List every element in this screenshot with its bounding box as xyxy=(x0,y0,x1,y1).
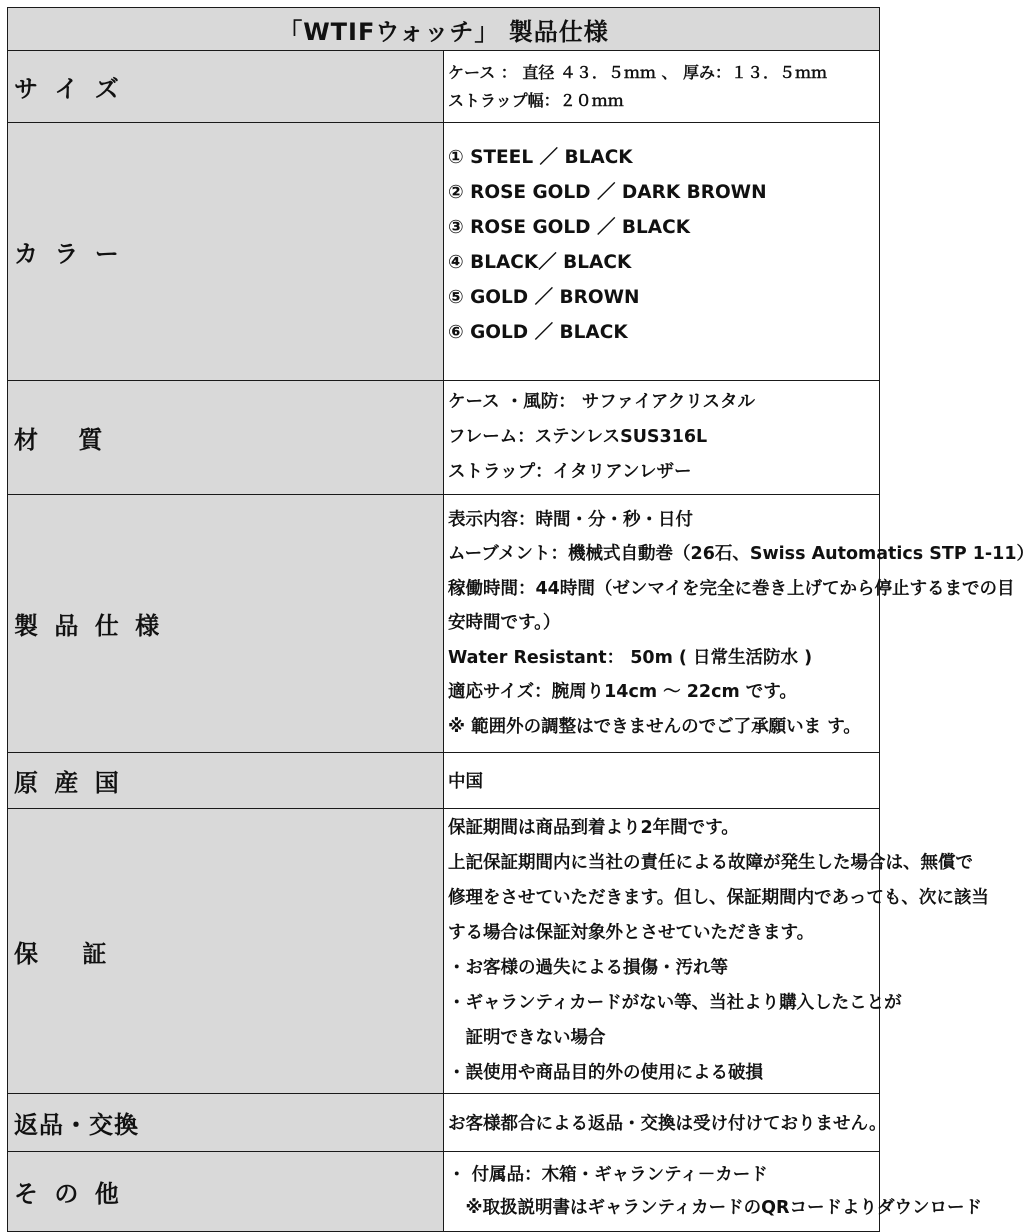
value-returns xyxy=(444,1094,887,1152)
row-material xyxy=(8,381,880,495)
size-line: ケース ： 直径 ４３．５ｍｍ 、 厚み：１３．５ｍｍ xyxy=(448,62,828,82)
returns-line: お客様都合による返品・交換は受け付けておりません。 xyxy=(448,1114,887,1134)
spec-line: 稼働時間：44時間（ゼンマイを完全に巻き上げてから停止するまでの目 xyxy=(448,578,1015,599)
label-other: そ の 他 xyxy=(8,1152,444,1232)
warranty-line: ・誤使用や商品目的外の使用による破損 xyxy=(448,1063,763,1083)
label-size: サ イ ズ xyxy=(8,51,444,123)
label-origin: 原 産 国 xyxy=(8,753,444,809)
value-origin xyxy=(444,753,880,809)
warranty-line: 証明できない場合 xyxy=(448,1028,606,1048)
warranty-line: 保証期間は商品到着より2年間です。 xyxy=(448,818,739,838)
label-returns: 返品・交換 xyxy=(8,1094,444,1152)
value-spec xyxy=(444,495,1034,753)
page-title: 「WTIFウォッチ」 製品仕様 xyxy=(8,8,880,51)
title-row xyxy=(8,8,880,51)
color-option: ③ ROSE GOLD ／ BLACK xyxy=(448,216,691,238)
warranty-line: ・ギャランティカードがない等、当社より購入したことが xyxy=(448,993,902,1013)
warranty-line: ・お客様の過失による損傷・汚れ等 xyxy=(448,958,728,978)
label-material: 材 質 xyxy=(8,381,444,495)
material-line: ケース ・風防： サファイアクリスタル xyxy=(448,392,756,412)
other-line: ・ 付属品：木箱・ギャランティ－カード xyxy=(448,1164,768,1185)
spec-table xyxy=(7,7,1034,1232)
value-size xyxy=(444,51,880,123)
spec-line: 表示内容：時間・分・秒・日付 xyxy=(448,509,693,530)
material-line: ストラップ：イタリアンレザー xyxy=(448,462,692,482)
value-color xyxy=(444,123,880,381)
value-warranty xyxy=(444,809,989,1094)
value-other xyxy=(444,1152,982,1232)
color-option: ⑥ GOLD ／ BLACK xyxy=(448,321,628,343)
label-color: カ ラ ー xyxy=(8,123,444,381)
label-warranty: 保 証 xyxy=(8,809,444,1094)
spec-line: ※ 範囲外の調整はできませんのでご了承願いま す。 xyxy=(448,716,861,737)
row-warranty xyxy=(8,809,880,1094)
spec-line: 適応サイズ：腕周り14cm ～ 22cm です。 xyxy=(448,682,797,703)
size-line: ストラップ幅：２０ｍｍ xyxy=(448,90,624,110)
spec-line: ムーブメント：機械式自動巻（26石、Swiss Automatics STP 1-11） xyxy=(448,544,1034,565)
spec-sheet xyxy=(7,7,1034,1232)
color-option: ⑤ GOLD ／ BROWN xyxy=(448,286,640,308)
warranty-line: する場合は保証対象外とさせていただきます。 xyxy=(448,923,815,943)
material-line: フレーム：ステンレスSUS316L xyxy=(448,427,708,447)
spec-line: 安時間です。） xyxy=(448,613,561,634)
warranty-line: 修理をさせていただきます。但し、保証期間内であっても、次に該当 xyxy=(448,888,989,908)
row-returns xyxy=(8,1094,880,1152)
color-option: ② ROSE GOLD ／ DARK BROWN xyxy=(448,181,767,203)
row-color xyxy=(8,123,880,381)
warranty-line: 上記保証期間内に当社の責任による故障が発生した場合は、無償で xyxy=(448,853,973,873)
color-option: ④ BLACK／ BLACK xyxy=(448,251,632,273)
row-size xyxy=(8,51,880,123)
origin-line: 中国 xyxy=(448,772,483,792)
row-origin xyxy=(8,753,880,809)
color-option: ① STEEL ／ BLACK xyxy=(448,146,633,168)
other-line: ※取扱説明書はギャランティカードのQRコードよりダウンロード xyxy=(448,1197,982,1218)
value-material xyxy=(444,381,880,495)
label-spec: 製 品 仕 様 xyxy=(8,495,444,753)
spec-line: Water Resistant： 50m ( 日常生活防水 ) xyxy=(448,647,813,668)
row-other xyxy=(8,1152,880,1232)
row-spec xyxy=(8,495,880,753)
